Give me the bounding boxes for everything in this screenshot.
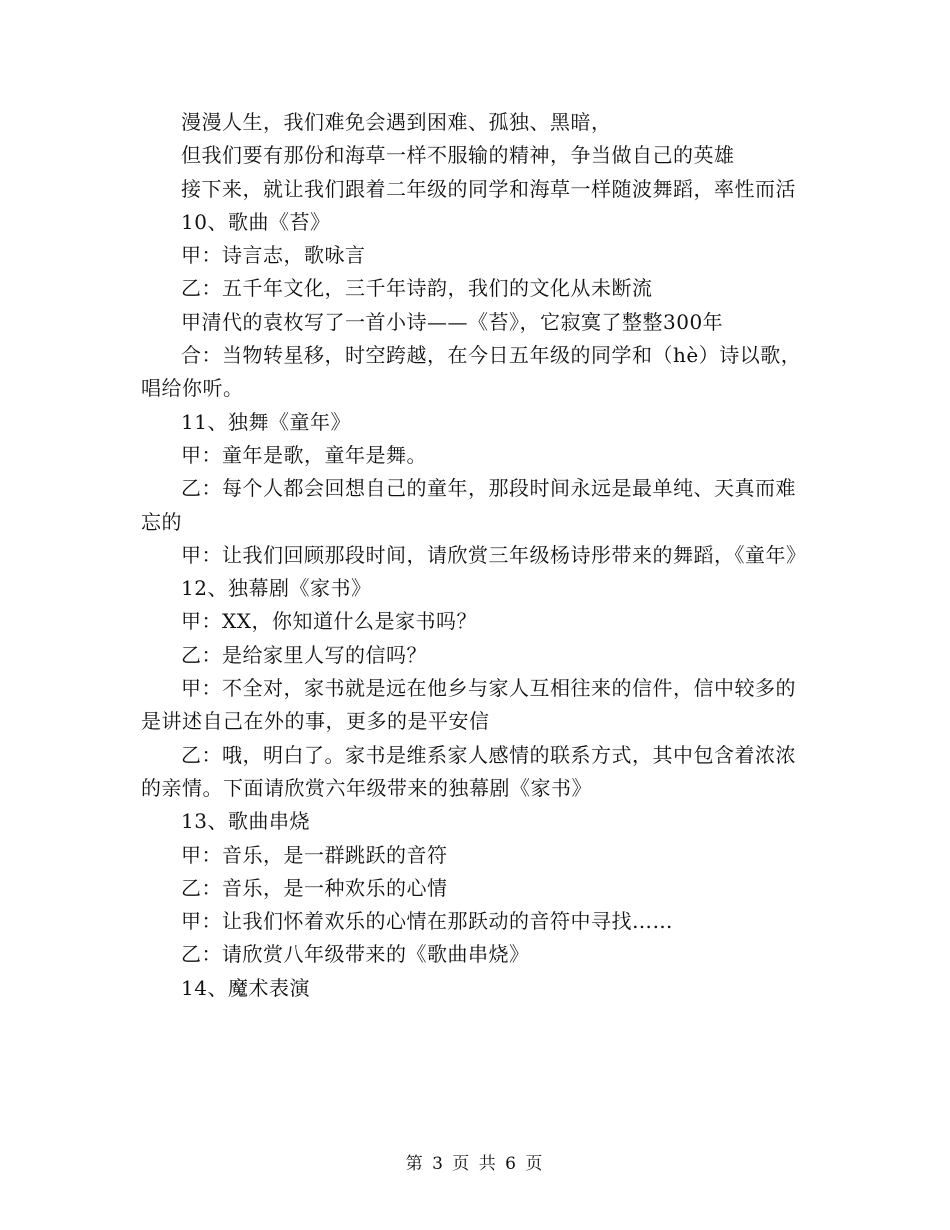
- section-heading: 13、歌曲串烧: [181, 809, 310, 834]
- page-number-footer: 第 3 页 共 6 页: [405, 1154, 545, 1174]
- paragraph: 乙：哦，明白了。家书是维系家人感情的联系方式，其中包含着浓浓的亲情。下面请欣赏六年级带来的独幕剧《家书》: [141, 742, 796, 800]
- paragraph: 甲：童年是歌，童年是舞。: [181, 442, 427, 467]
- paragraph: 甲：音乐，是一群跳跃的音符: [181, 842, 448, 867]
- paragraph: 乙：是给家里人写的信吗？: [181, 642, 427, 667]
- paragraph: 接下来，就让我们跟着二年级的同学和海草一样随波舞蹈，率性而活: [181, 176, 796, 201]
- paragraph: 甲：不全对，家书就是远在他乡与家人互相往来的信件，信中较多的是讲述自己在外的事，更多的是平安信: [141, 676, 796, 734]
- section-heading: 10、歌曲《苔》: [181, 209, 331, 234]
- section-heading: 12、独幕剧《家书》: [181, 576, 372, 601]
- paragraph: 甲：XX，你知道什么是家书吗？: [181, 609, 477, 634]
- paragraph: 乙：每个人都会回想自己的童年，那段时间永远是最单纯、天真而难忘的: [141, 476, 796, 534]
- paragraph: 合：当物转星移，时空跨越，在今日五年级的同学和（hè）诗以歌，唱给你听。: [141, 343, 802, 401]
- paragraph: 甲：让我们回顾那段时间，请欣赏三年级杨诗彤带来的舞蹈，《童年》: [181, 542, 807, 567]
- section-heading: 11、独舞《童年》: [181, 409, 351, 434]
- paragraph: 乙：音乐，是一种欢乐的心情: [181, 875, 448, 900]
- paragraph: 乙：五千年文化，三千年诗韵，我们的文化从未断流: [181, 276, 653, 301]
- paragraph: 乙：请欣赏八年级带来的《歌曲串烧》: [181, 942, 530, 967]
- document-body: [141, 106, 806, 1005]
- paragraph: 甲：让我们怀着欢乐的心情在那跃动的音符中寻找……: [181, 909, 673, 934]
- paragraph: 甲：诗言志，歌咏言: [181, 243, 366, 268]
- section-heading: 14、魔术表演: [181, 975, 310, 1000]
- paragraph: 但我们要有那份和海草一样不服输的精神，争当做自己的英雄: [181, 143, 735, 168]
- paragraph: 甲清代的袁枚写了一首小诗——《苔》，它寂寞了整整300年: [181, 309, 724, 334]
- paragraph: 漫漫人生，我们难免会遇到困难、孤独、黑暗，: [181, 110, 612, 134]
